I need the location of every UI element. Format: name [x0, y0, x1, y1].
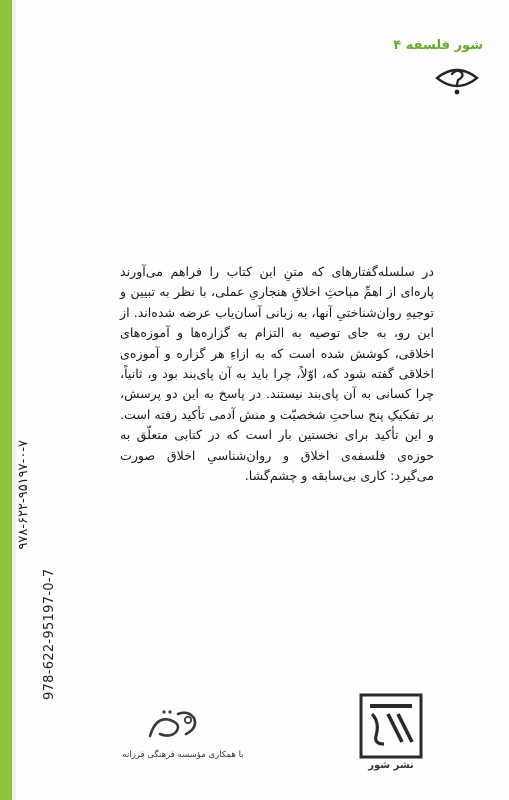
shour-publisher-logo [358, 692, 424, 760]
isbn-persian: ۹۷۸-۶۲۲-۹۵۱۹۷-۰-۷ [16, 440, 31, 550]
blurb-text: در سلسله‌گفتارهای که متنِ این کتاب را فراهم می‌آورند پاره‌ای از اهمِّ مباحثِ اخلاقِ هنجاریِ عملی، با نظر به تبیین و توجیهِ روان‌شناختیِ آنها، به زبانی آسان‌یاب عرضه شده‌اند. از این رو، به جای توصیه به التزام به گزاره‌ها و آموزه‌های اخلاقی، کوشش شده است که به ازاءِ هر گزاره و آموزه‌ی اخلاقی گفته شود که، اوّلاً، چرا باید به آن پای‌بند بود و، ثانیاً، چرا کسانی به آن پای‌بند نیستند. در پاسخ به این دو پرسش، بر تفکیکِ پنج ساحتِ شخصیّت و منش آدمی تأکید رفته است. و این تأکید برای نخستین بار است که در کتابی متعلّق به حوزه‌ی فلسفه‌ی اخلاق و روان‌شناسیِ اخلاق صورت می‌گیرد: کاری بی‌سابقه و چشم‌گشا. [120, 264, 434, 484]
farza-logo [142, 706, 202, 744]
green-spine-strip [0, 0, 12, 800]
isbn-latin: 978-622-95197-0-7 [42, 568, 57, 700]
back-cover-blurb [120, 262, 434, 486]
eye-with-question-mark-icon [433, 60, 481, 102]
cooperation-text: با همکاری مؤسسه فرهنگی فرزانه [122, 750, 244, 760]
publisher-name: نشر شور [368, 760, 414, 771]
series-title: شور فلسفه ۴ [393, 38, 483, 53]
